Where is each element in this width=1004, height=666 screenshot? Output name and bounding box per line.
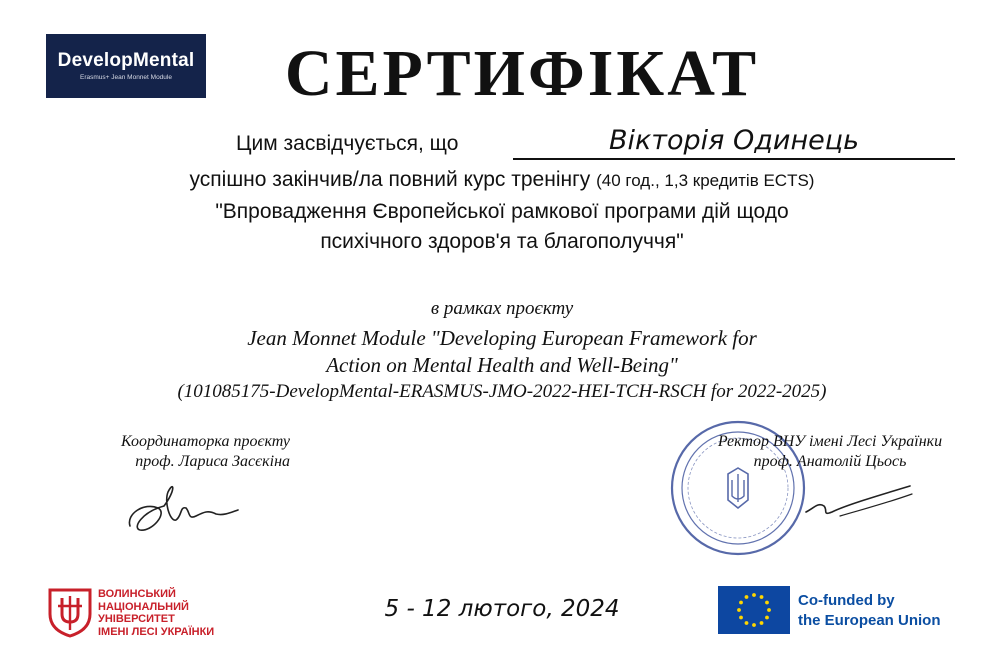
eu-star-icon	[737, 608, 741, 612]
training-date: 5 - 12 лютого, 2024	[384, 596, 620, 622]
rector-block	[660, 432, 1000, 472]
university-logo-icon	[46, 586, 94, 638]
project-intro: в рамках проєкту	[430, 298, 574, 319]
university-line2: НАЦІОНАЛЬНИЙ	[98, 600, 189, 613]
completed-details: (40 год., 1,3 кредитів ECTS)	[596, 171, 815, 190]
university-line3: УНІВЕРСИТЕТ	[98, 613, 175, 625]
rector-role: Ректор ВНУ імені Лесі Українки	[717, 433, 943, 450]
logo-subtitle: Erasmus+ Jean Monnet Module	[80, 74, 172, 81]
course-title-line1: "Впровадження Європейської рамкової програми дій щодо	[215, 200, 789, 223]
university-line4: ІМЕНІ ЛЕСІ УКРАЇНКИ	[98, 625, 215, 638]
eu-star-icon	[760, 621, 764, 625]
recipient-field	[513, 126, 955, 160]
university-name	[98, 588, 214, 638]
coordinator-role: Координаторка проєкту	[121, 433, 290, 450]
completed-line	[0, 168, 1004, 192]
eu-flag-icon	[718, 586, 790, 634]
project-line1: Jean Monnet Module "Developing European Framework for	[247, 326, 757, 350]
eu-star-icon	[765, 601, 769, 605]
rector-signature	[800, 482, 920, 522]
project-line2: Action on Mental Health and Well-Being"	[326, 353, 678, 377]
recipient-name: Вікторія Одинець	[608, 125, 860, 156]
coordinator-block	[78, 432, 290, 472]
coordinator-signature	[124, 476, 244, 538]
course-title-line2: психічного здоров'я та благополуччя"	[320, 230, 684, 253]
eu-star-icon	[752, 623, 756, 627]
eu-star-icon	[767, 608, 771, 612]
logo-name: DevelopMental	[57, 50, 195, 71]
eu-star-icon	[745, 621, 749, 625]
eu-star-icon	[752, 593, 756, 597]
certifies-label	[236, 132, 458, 156]
certifies-text: Цим засвідчується, що	[236, 132, 459, 155]
eu-line1: Co-funded by	[798, 592, 895, 609]
rector-name: проф. Анатолій Цьось	[753, 453, 907, 470]
eu-star-icon	[739, 601, 743, 605]
university-line1: ВОЛИНСЬКИЙ	[98, 588, 176, 600]
eu-star-icon	[739, 616, 743, 620]
eu-star-icon	[745, 595, 749, 599]
coordinator-name: проф. Лариса Засєкіна	[135, 453, 290, 470]
completed-text: успішно закінчив/ла повний курс тренінгу	[189, 168, 591, 191]
eu-line2: the European Union	[798, 612, 941, 629]
eu-star-icon	[765, 616, 769, 620]
project-line3: (101085175-DevelopMental-ERASMUS-JMO-2022-HEI-TCH-RSCH for 2022-2025)	[177, 381, 827, 402]
eu-star-icon	[760, 595, 764, 599]
eu-cofunded	[798, 591, 941, 631]
certificate-title: СЕРТИФІКАТ	[284, 37, 760, 110]
